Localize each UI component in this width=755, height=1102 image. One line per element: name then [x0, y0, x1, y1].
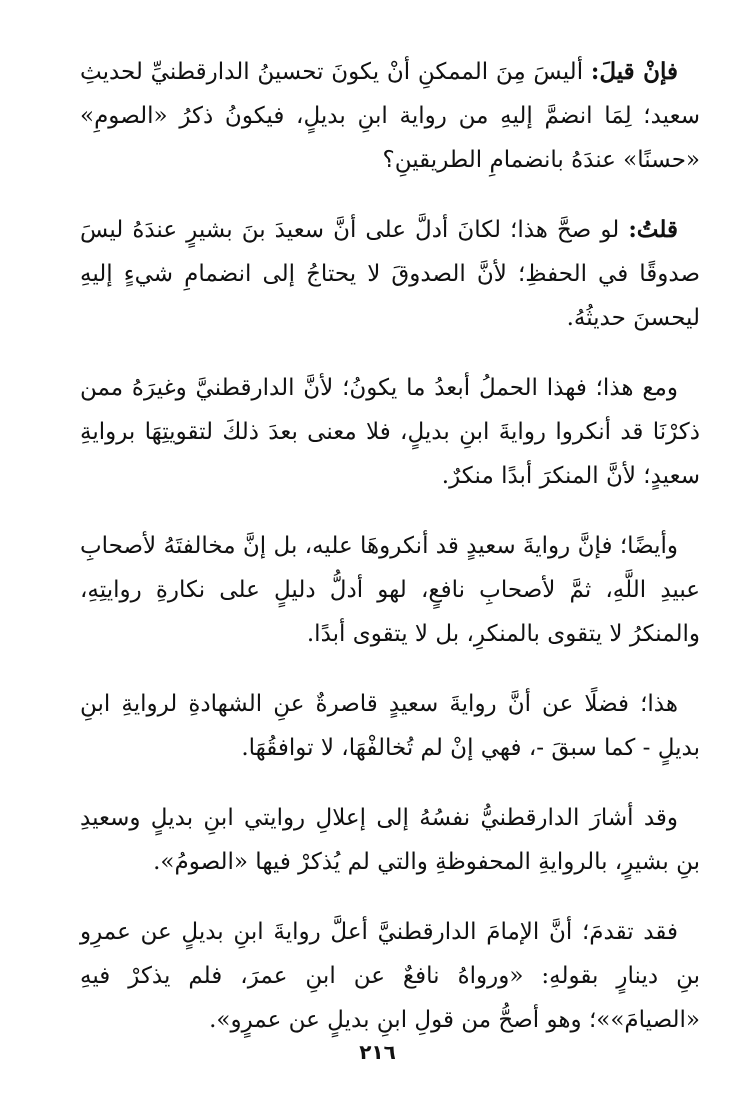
body-text — [80, 50, 700, 1068]
paragraph-lead: قلتُ: — [628, 216, 678, 243]
paragraph-1 — [80, 50, 700, 182]
paragraph-text: هذا؛ فضلًا عن أنَّ روايةَ سعيدٍ قاصرةٌ عنِ الشهادةِ لروايةِ ابنِ بديلٍ - كما سبقَ -، فهي إنْ لم تُخالفْهَا، لا توافقُهَا. — [80, 691, 700, 761]
paragraph-4 — [80, 524, 700, 656]
paragraph-text: وقد أشارَ الدارقطنيُّ نفسُهُ إلى إعلالِ روايتي ابنِ بديلٍ وسعيدِ بنِ بشيرٍ، بالروايةِ المحفوظةِ والتي لم يُذكرْ فيها «الصومُ». — [80, 805, 700, 875]
paragraph-text: وأيضًا؛ فإنَّ روايةَ سعيدٍ قد أنكروهَا عليه، بل إنَّ مخالفتَهُ لأصحابِ عبيدِ اللَّهِ، ثمَّ لأصحابِ نافعٍ، لهو أدلُّ دليلٍ على نكارةِ روايتِهِ، والمنكرُ لا يتقوى بالمنكرِ، بل لا يتقوى أبدًا. — [80, 533, 700, 647]
paragraph-2 — [80, 208, 700, 340]
paragraph-text: لو صحَّ هذا؛ لكانَ أدلَّ على أنَّ سعيدَ بنَ بشيرٍ عندَهُ ليسَ صدوقًا في الحفظِ؛ لأنَّ الصدوقَ لا يحتاجُ إلى انضمامِ شيءٍ إليهِ ليحسنَ حديثُهُ. — [80, 217, 700, 331]
paragraph-7 — [80, 910, 700, 1042]
paragraph-text: فقد تقدمَ؛ أنَّ الإمامَ الدارقطنيَّ أعلَّ روايةَ ابنِ بديلٍ عن عمرِو بنِ دينارٍ بقولهِ: «ورواهُ نافعٌ عن ابنِ عمرَ، فلم يذكرْ فيهِ «الصيامَ»»؛ وهو أصحُّ من قولِ ابنِ بديلٍ عن عمرٍو». — [80, 919, 700, 1033]
paragraph-lead: فإنْ قيلَ: — [590, 58, 678, 85]
page-number: ٢١٦ — [359, 1040, 396, 1064]
paragraph-6 — [80, 796, 700, 884]
paragraph-text: ومع هذا؛ فهذا الحملُ أبعدُ ما يكونُ؛ لأنَّ الدارقطنيَّ وغيرَهُ ممن ذكرْنَا قد أنكروا روايةَ ابنِ بديلٍ، فلا معنى بعدَ ذلكَ لتقويتِهَا بروايةِ سعيدٍ؛ لأنَّ المنكرَ أبدًا منكرٌ. — [80, 375, 700, 489]
paragraph-text: أليسَ مِنَ الممكنِ أنْ يكونَ تحسينُ الدارقطنيِّ لحديثِ سعيد؛ لِمَا انضمَّ إليهِ من رواية ابنِ بديلٍ، فيكونُ ذكرُ «الصومِ» «حسنًا» عندَهُ بانضمامِ الطريقينِ؟ — [80, 59, 700, 173]
paragraph-5 — [80, 682, 700, 770]
paragraph-3 — [80, 366, 700, 498]
